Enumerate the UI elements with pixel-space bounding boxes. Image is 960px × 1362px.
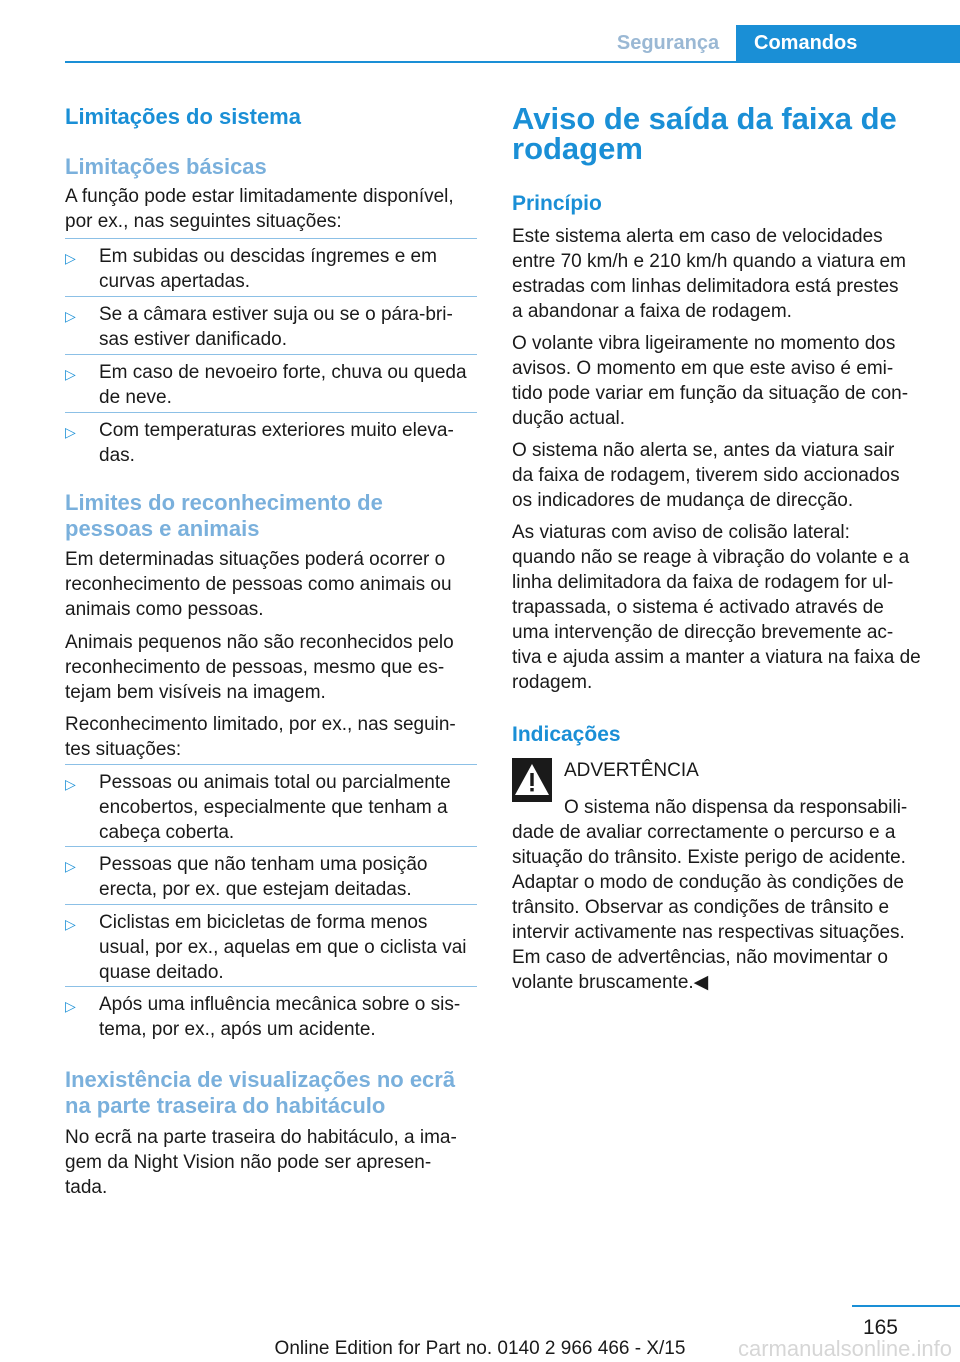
list-separator [65,296,477,297]
text-line: tejam bem visíveis na imagem. [65,682,326,703]
page-number-rule [852,1305,960,1307]
text-line: Limites do reconhecimento de [65,490,383,515]
text-line: Em subidas ou descidas íngremes e em [99,246,437,267]
footer-edition: Online Edition for Part no. 0140 2 966 466 - X/15 [274,1338,686,1359]
text-line: rodagem [512,131,643,166]
text-line: entre 70 km/h e 210 km/h quando a viatura em [512,251,906,272]
bullet-triangle-icon: ▷ [65,308,76,324]
text-line: de neve. [99,387,172,408]
heading-limites [65,490,383,542]
text-line: Ciclistas em bicicletas de forma menos [99,912,428,933]
paragraph-determinadas [65,547,452,622]
text-line: A função pode estar limitadamente disponível, [65,186,454,207]
text-line: Animais pequenos não são reconhecidos pelo [65,632,454,653]
heading-indicacoes: Indicações [512,723,621,746]
text-line: quase deitado. [99,962,224,983]
text-line: tiva e ajuda assim a manter a viatura na faixa de [512,647,921,668]
text-line: Adaptar o modo de condução às condições de [512,872,904,893]
paragraph-principio-4 [512,520,921,695]
list-separator [65,986,477,987]
text-line: cabeça coberta. [99,822,235,843]
text-line: Inexistência de visualizações no ecrã [65,1067,456,1092]
paragraph-ecra [65,1125,457,1200]
list-separator [65,846,477,847]
list-separator [65,764,477,765]
header-rule [65,61,960,63]
text-line: No ecrã na parte traseira do habitáculo, a ima‐ [65,1127,457,1148]
paragraph-reconhecimento [65,712,456,762]
paragraph-animais [65,630,454,705]
text-line: volante bruscamente.◀ [512,972,709,993]
text-line: Reconhecimento limitado, por ex., nas seguin‐ [65,714,456,735]
warning-title: ADVERTÊNCIA [564,760,699,781]
text-line: intervir activamente nas respectivas situações. [512,922,905,943]
paragraph-principio-1 [512,224,906,324]
list-item [99,852,428,902]
text-line: Em caso de advertências, não movimentar o [512,947,888,968]
text-line: usual, por ex., aquelas em que o ciclista vai [99,937,467,958]
bullet-triangle-icon: ▷ [65,776,76,792]
text-line: reconhecimento de pessoas, mesmo que es‐ [65,657,445,678]
bullet-triangle-icon: ▷ [65,250,76,266]
text-line: pessoas e animais [65,516,260,541]
text-line: Com temperaturas exteriores muito eleva‐ [99,420,454,441]
text-line: trapassada, o sistema é activado através de [512,597,884,618]
list-item [99,992,460,1042]
text-line: dução actual. [512,408,626,429]
text-line: Este sistema alerta em caso de velocidades [512,226,883,247]
text-line: Em determinadas situações poderá ocorrer o [65,549,446,570]
list-separator [65,238,477,239]
list-item [99,302,453,352]
page-number: 165 [862,1316,898,1339]
header-active-tab[interactable]: Comandos [736,25,960,62]
text-line: situação do trânsito. Existe perigo de acidente. [512,847,906,868]
text-line: Em caso de nevoeiro forte, chuva ou queda [99,362,467,383]
text-line: quando não se reage à vibração do volante e a [512,547,910,568]
text-line: linha delimitadora da faixa de rodagem for ul‐ [512,572,894,593]
text-line: uma intervenção de direcção brevemente ac‐ [512,622,894,643]
text-line: Pessoas que não tenham uma posição [99,854,428,875]
text-line: tes situações: [65,739,182,760]
text-line: erecta, por ex. que estejam deitadas. [99,879,412,900]
list-item [99,418,454,468]
heading-aviso-saida [512,101,897,166]
text-line: Pessoas ou animais total ou parcialmente [99,772,451,793]
text-line: da faixa de rodagem, tiverem sido accionados [512,465,900,486]
text-line: O sistema não alerta se, antes da viatura sair [512,440,895,461]
text-line: gem da Night Vision não pode ser apresen‐ [65,1152,432,1173]
bullet-triangle-icon: ▷ [65,858,76,874]
list-separator [65,412,477,413]
warning-triangle-icon [512,758,552,802]
text-line: a abandonar a faixa de rodagem. [512,301,792,322]
list-item [99,770,451,845]
warning-line: O sistema não dispensa da responsabili‐ [564,797,908,818]
bullet-triangle-icon: ▷ [65,366,76,382]
text-line: dade de avaliar correctamente o percurso e a [512,822,896,843]
header-section-tab[interactable]: Segurança [616,32,720,54]
text-line: trânsito. Observar as condições de trânsito e [512,897,890,918]
heading-limitacoes: Limitações do sistema [65,104,301,129]
text-line: os indicadores de mudança de direcção. [512,490,854,511]
text-line: encobertos, especialmente que tenham a [99,797,448,818]
text-line: animais como pessoas. [65,599,264,620]
text-line: tido pode variar em função da situação de con‐ [512,383,909,404]
heading-principio: Princípio [512,192,602,215]
text-line: estradas com linhas delimitadora está prestes [512,276,899,297]
list-item [99,244,437,294]
text-line: sas estiver danificado. [99,329,287,350]
text-line: reconhecimento de pessoas como animais ou [65,574,452,595]
bullet-triangle-icon: ▷ [65,424,76,440]
paragraph-principio-3 [512,438,900,513]
text-line: das. [99,445,135,466]
bullet-triangle-icon: ▷ [65,916,76,932]
text-line: por ex., nas seguintes situações: [65,211,342,232]
list-separator [65,904,477,905]
text-line: avisos. O momento em que este aviso é emi‐ [512,358,894,379]
text-line: As viaturas com aviso de colisão lateral: [512,522,850,543]
watermark: carmanualsonline.info [737,1336,952,1361]
text-line: rodagem. [512,672,593,693]
list-item [99,910,467,985]
text-line: na parte traseira do habitáculo [65,1093,386,1118]
heading-inexistencia [65,1067,455,1119]
bullet-triangle-icon: ▷ [65,998,76,1014]
text-line: Se a câmara estiver suja ou se o pára-bri‐ [99,304,453,325]
text-line: O volante vibra ligeiramente no momento dos [512,333,896,354]
list-item [99,360,467,410]
text-line: curvas apertadas. [99,271,251,292]
text-line: Aviso de saída da faixa de [512,101,897,136]
text-line: Após uma influência mecânica sobre o sis‐ [99,994,461,1015]
paragraph-funcao [65,184,454,234]
paragraph-principio-2 [512,331,908,431]
warning-body [512,820,906,995]
list-separator [65,354,477,355]
text-line: tada. [65,1177,108,1198]
heading-basicas: Limitações básicas [65,154,267,179]
text-line: tema, por ex., após um acidente. [99,1019,376,1040]
